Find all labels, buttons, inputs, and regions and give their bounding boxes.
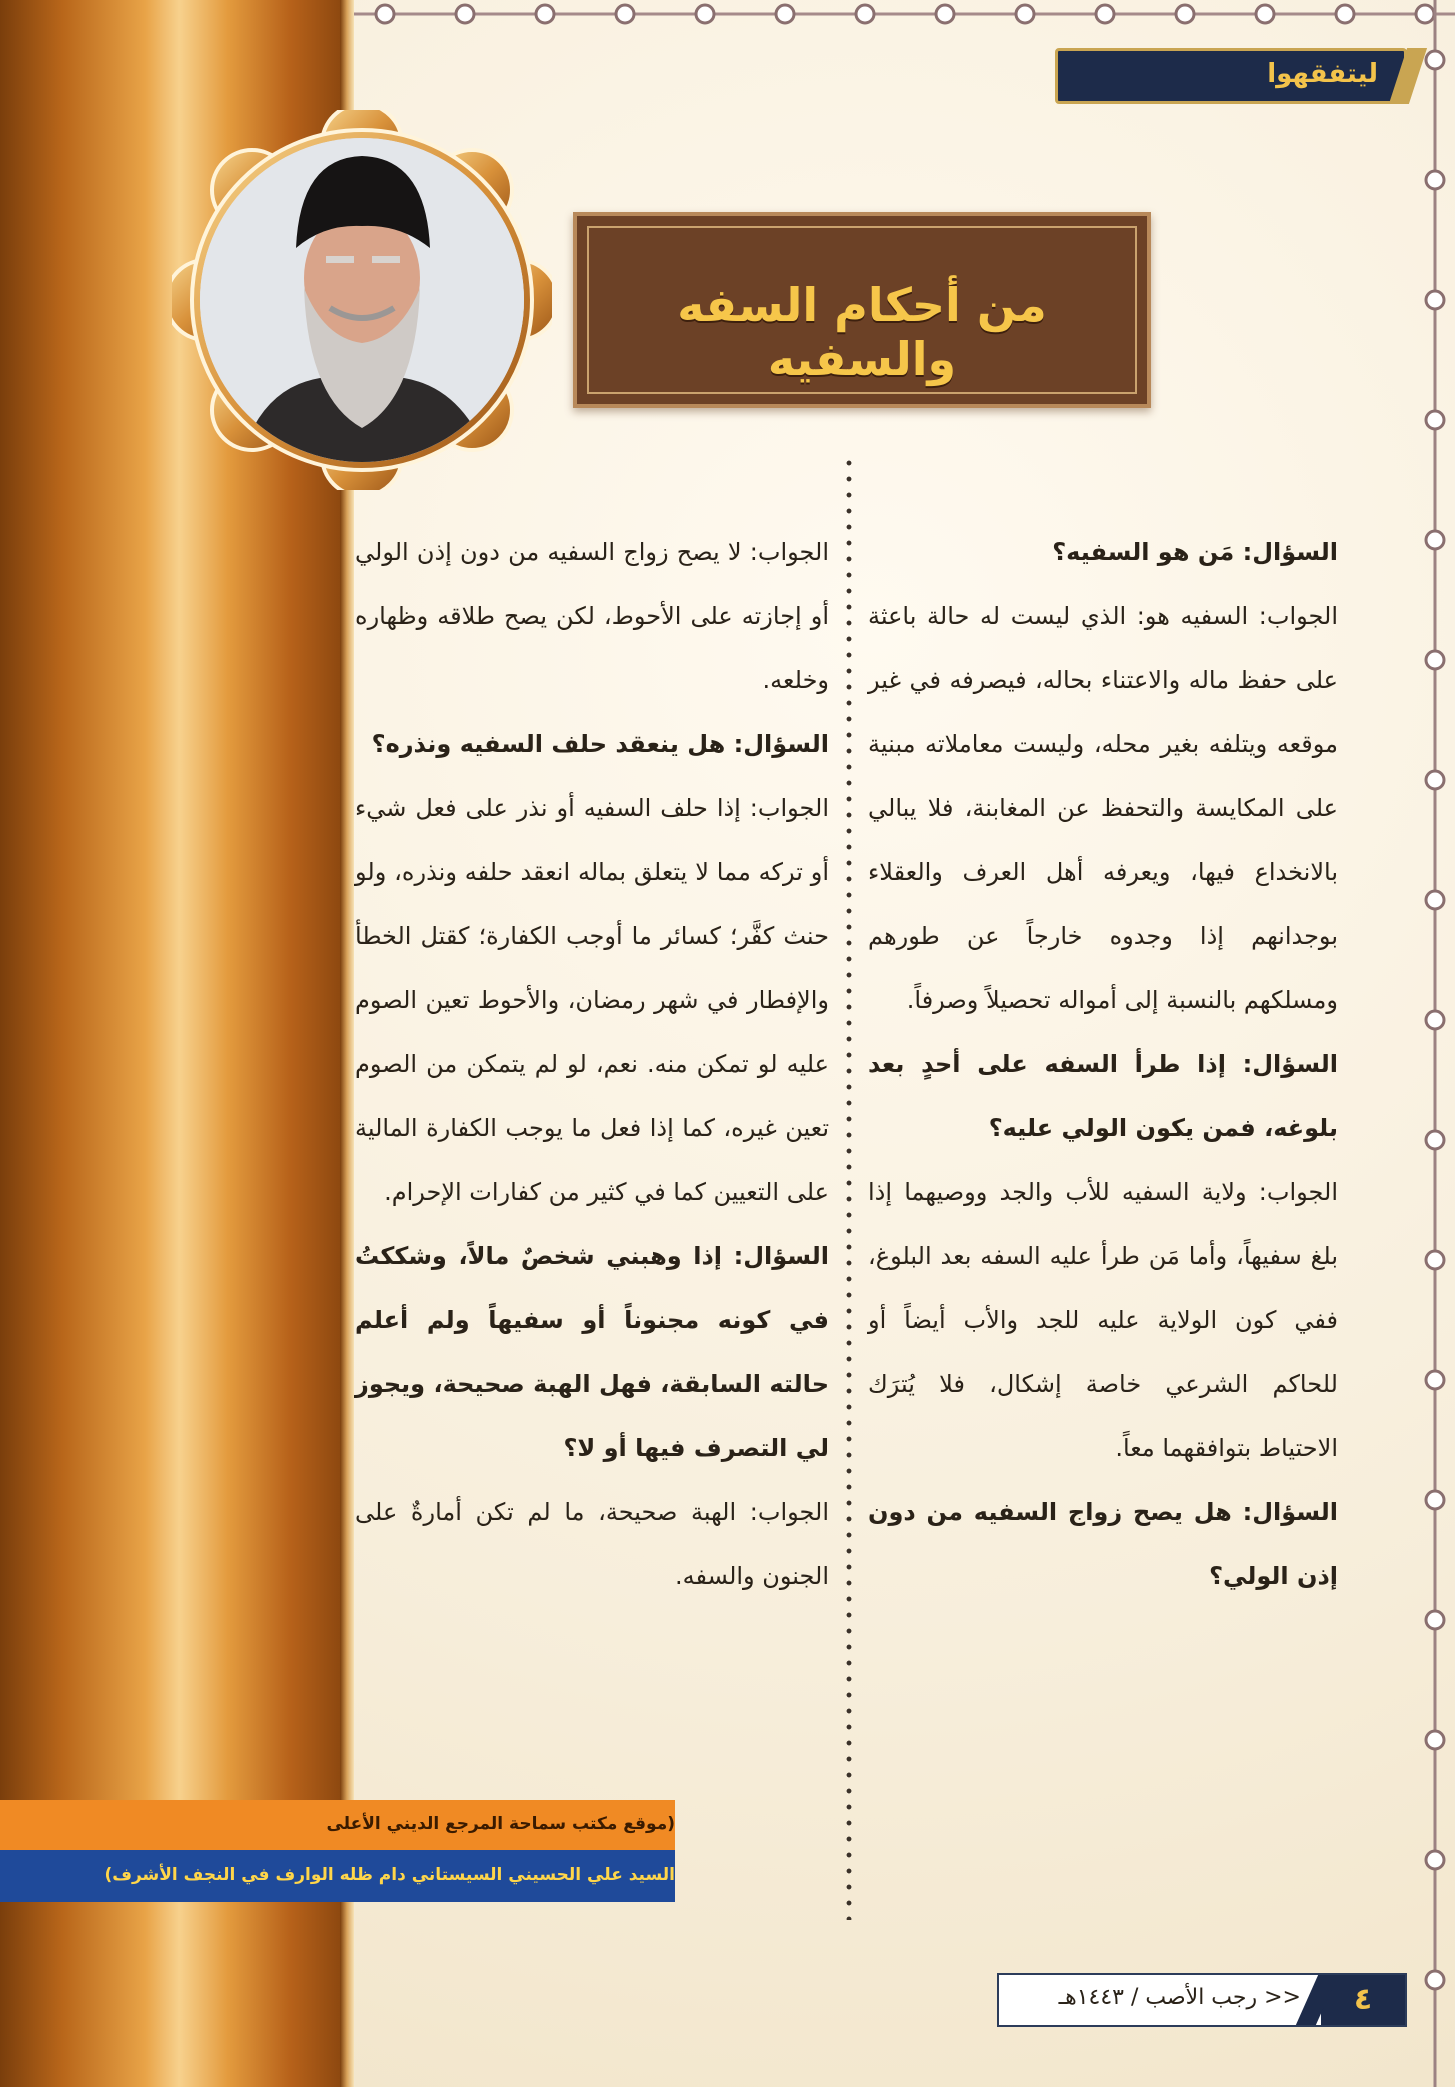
section-tag [1055, 48, 1407, 104]
question-4: السؤال: هل ينعقد حلف السفيه ونذره؟ [371, 730, 829, 758]
answer-1: الجواب: السفيه هو: الذي ليست له حالة باعثة على حفظ ماله والاعتناء بحاله، فيصرفه في غير موقعه ويتلفه بغير محله، وليست معاملاته مبنية على المكايسة والتحفظ عن المغابنة، فلا يبالي بالانخداع فيها، ويعرفه أهل العرف والعقلاء بوجدانهم إذا وجدوه خارجاً عن طورهم ومسلكهم بالنسبة إلى أمواله تحصيلاً وصرفاً. [868, 602, 1338, 1014]
top-ornament-border [345, 0, 1455, 30]
section-label: ليتفقهوا [1267, 59, 1378, 89]
answer-4: الجواب: إذا حلف السفيه أو نذر على فعل شيء أو تركه مما لا يتعلق بماله انعقد حلفه ونذره، ولو حنث كفَّر؛ كسائر ما أوجب الكفارة؛ كقتل الخطأ والإفطار في شهر رمضان، والأحوط تعين الصوم عليه لو تمكن منه. نعم، لو لم يتمكن من الصوم تعين غيره، كما إذا فعل ما يوجب الكفارة المالية على التعيين كما في كثير من كفارات الإحرام. [355, 794, 829, 1206]
question-3: السؤال: هل يصح زواج السفيه من دون إذن الولي؟ [868, 1498, 1338, 1590]
portrait-photo [200, 138, 524, 462]
question-5: السؤال: إذا وهبني شخصٌ مالاً، وشككتُ في كونه مجنوناً أو سفيهاً ولم أعلم حالته السابقة، فهل الهبة صحيحة، ويجوز لي التصرف فيها أو لا؟ [355, 1242, 829, 1462]
page-number: ٤ [1321, 1975, 1405, 2025]
article-title: من أحكام السفه والسفيه [677, 278, 1047, 386]
source-bar-blue [0, 1850, 675, 1902]
source-line-2: السيد علي الحسيني السيستاني دام ظله الوارف في النجف الأشرف) [104, 1865, 675, 1885]
right-column [868, 520, 1338, 1608]
source-bar-orange [0, 1800, 675, 1850]
right-ornament-border [1417, 0, 1455, 2087]
page-footer [997, 1973, 1407, 2027]
answer-5: الجواب: الهبة صحيحة، ما لم تكن أمارةٌ على الجنون والسفه. [355, 1498, 829, 1590]
question-1: السؤال: مَن هو السفيه؟ [1052, 538, 1338, 566]
source-line-1: (موقع مكتب سماحة المرجع الديني الأعلى [326, 1814, 675, 1834]
title-plaque [573, 212, 1151, 408]
answer-2: الجواب: ولاية السفيه للأب والجد ووصيهما إذا بلغ سفيهاً، وأما مَن طرأ عليه السفه بعد البلوغ، ففي كون الولاية عليه للجد والأب أيضاً أو للحاكم الشرعي خاصة إشكال، فلا يُترَك الاحتياط بتوافقهما معاً. [868, 1178, 1338, 1462]
issue-date: << رجب الأصب / ١٤٤٣هـ [1058, 1985, 1301, 2010]
column-divider [846, 455, 852, 1920]
question-2: السؤال: إذا طرأ السفه على أحدٍ بعد بلوغه، فمن يكون الولي عليه؟ [868, 1050, 1338, 1142]
left-column [355, 520, 829, 1608]
answer-3: الجواب: لا يصح زواج السفيه من دون إذن الولي أو إجازته على الأحوط، لكن يصح طلاقه وظهاره وخلعه. [355, 538, 829, 694]
